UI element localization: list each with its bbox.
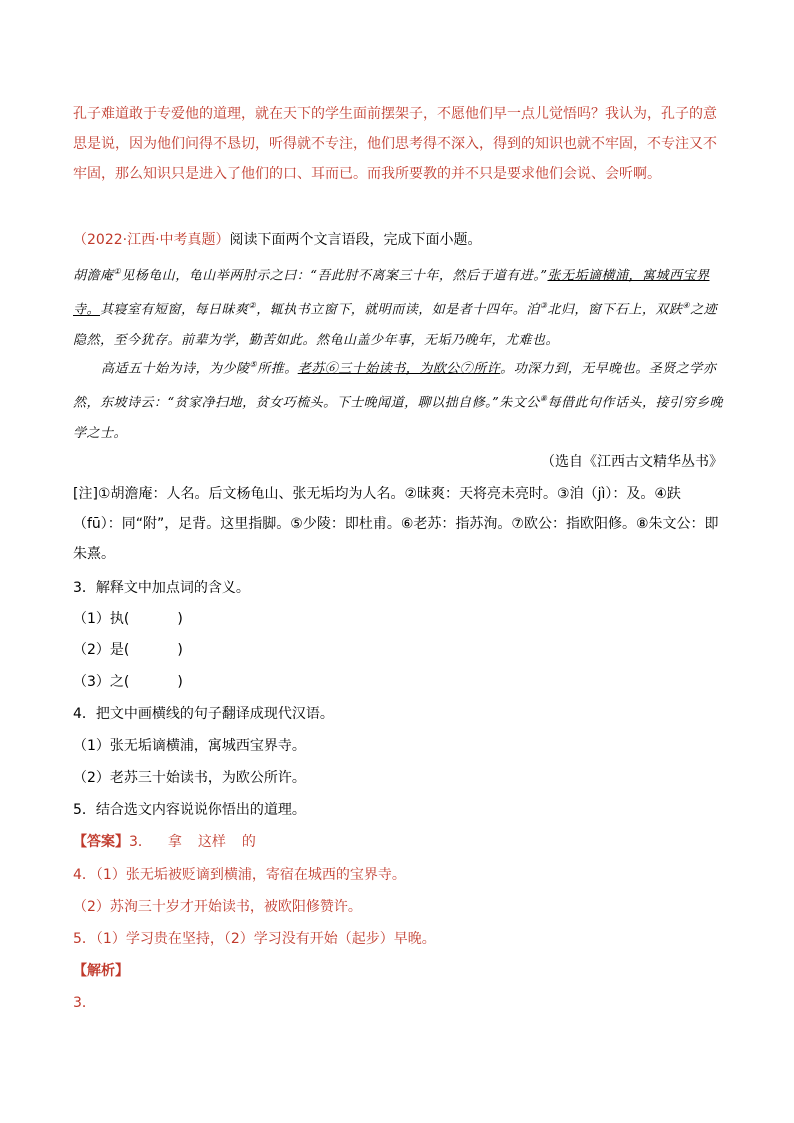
source-tag: （2022·江西·中考真题）: [73, 232, 230, 248]
q4-item: （2）老苏三十始读书，为欧公所许。: [73, 770, 306, 786]
q4-title: 4．把文中画横线的句子翻译成现代汉语。: [73, 706, 334, 722]
answer-q5-line: 5．（1）学习贵在坚持，（2）学习没有开始（起步）早晚。: [73, 931, 436, 947]
answer-q4-line1: 4．（1）张无垢被贬谪到横浦，寄宿在城西的宝界寺。: [73, 867, 406, 883]
passage1-text: 其寝室有短窗，每日昧爽: [100, 302, 249, 318]
answer-tag: 【答案】: [73, 834, 129, 850]
passage-1: [73, 257, 723, 356]
passage1-text: ，辄执书立窗下，就明而读，如是者十四年。洎: [256, 302, 540, 318]
analysis-tag: 【解析】: [73, 963, 129, 979]
answer-word: 拿: [167, 834, 182, 850]
q3-item: [73, 609, 183, 629]
q4-item: （1）张无垢谪横浦，寓城西宝界寺。: [73, 738, 306, 754]
passage2-text: 每借此句作话头，接引穷乡晚学之士。: [73, 395, 723, 441]
passage1-text: 之迹隐然，至今犹存。前辈为学，勤苦如此。然龟山盖少年事，无垢乃晚年，尤难也。: [73, 302, 718, 348]
q5-title: 5．结合选文内容说说你悟出的道理。: [73, 802, 306, 818]
answer-line: [73, 832, 256, 852]
q3-item-label: （2）是(: [73, 642, 130, 658]
source-note: （选自《江西古文精华丛书》: [541, 454, 723, 470]
analysis-num: 3．: [73, 995, 96, 1011]
q3-item: [73, 640, 183, 660]
passage1-text: 北归，窗下石上，双趺: [547, 302, 683, 318]
note-marker: ②: [248, 301, 257, 311]
note-marker: ⑤: [249, 360, 258, 369]
answer-q3-num: 3．: [129, 834, 152, 850]
underlined-sentence-2: 老苏⑥三十始读书，为欧公⑦所许: [297, 361, 501, 377]
passage1-text: 胡澹庵: [73, 268, 114, 284]
annotations: [注]①胡澹庵：人名。后文杨龟山、张无垢均为人名。②昧爽：天将亮未亮时。③洎（jì）：及。④趺（fū）：同“附”，足背。这里指脚。⑤少陵：即杜甫。⑥老苏：指苏洵。⑦欧公：指欧阳修。⑧朱文公：即朱熹。: [73, 486, 719, 562]
answer-word: 这样: [197, 834, 226, 850]
intro-paragraph: 孔子难道敢于专爱他的道理，就在天下的学生面前摆架子，不愿他们早一点儿觉悟吗？我认为，孔子的意思是说，因为他们问得不恳切，听得就不专注，他们思考得不深入，得到的知识也就不牢固，不专注又不牢固，那么知识只是进入了他们的口、耳而已。而我所要教的并不只是要求他们会说、会听啊。: [73, 106, 717, 182]
q3-item-close: ): [177, 611, 183, 627]
note-marker: ④: [682, 301, 691, 311]
underlined-sentence-1: 张无垢谪横浦，寓城西宝界寺。: [73, 268, 710, 318]
question-header: [73, 230, 482, 250]
q3-item-close: ): [177, 674, 183, 690]
q3-item-label: （3）之(: [73, 674, 130, 690]
q3-item: [73, 672, 183, 692]
passage2-text: 。功深力到，无早晚也。圣贤之学亦然，东坡诗云：“贫家净扫地，贫女巧梳头。下士晚闻道，聊以拙自修。”朱文公: [73, 361, 717, 411]
note-marker: ①: [113, 267, 122, 276]
passage2-text: 所推。: [257, 361, 298, 377]
note-marker: ③: [539, 301, 548, 311]
answer-word: 的: [241, 834, 256, 850]
passage2-text: 高适五十始为诗，为少陵: [101, 361, 250, 377]
instruction: 阅读下面两个文言语段，完成下面小题。: [229, 232, 482, 248]
answer-q4-line2: （2）苏洵三十岁才开始读书，被欧阳修赞许。: [73, 899, 362, 915]
passage-2: [73, 350, 723, 449]
note-marker: ⑧: [539, 394, 548, 404]
passage1-text: 见杨龟山，龟山举两肘示之曰：“吾此肘不离案三十年，然后于道有进。”: [121, 268, 548, 284]
q3-title: 3．解释文中加点词的含义。: [73, 580, 250, 596]
q3-item-close: ): [177, 642, 183, 658]
q3-item-label: （1）执(: [73, 611, 130, 627]
